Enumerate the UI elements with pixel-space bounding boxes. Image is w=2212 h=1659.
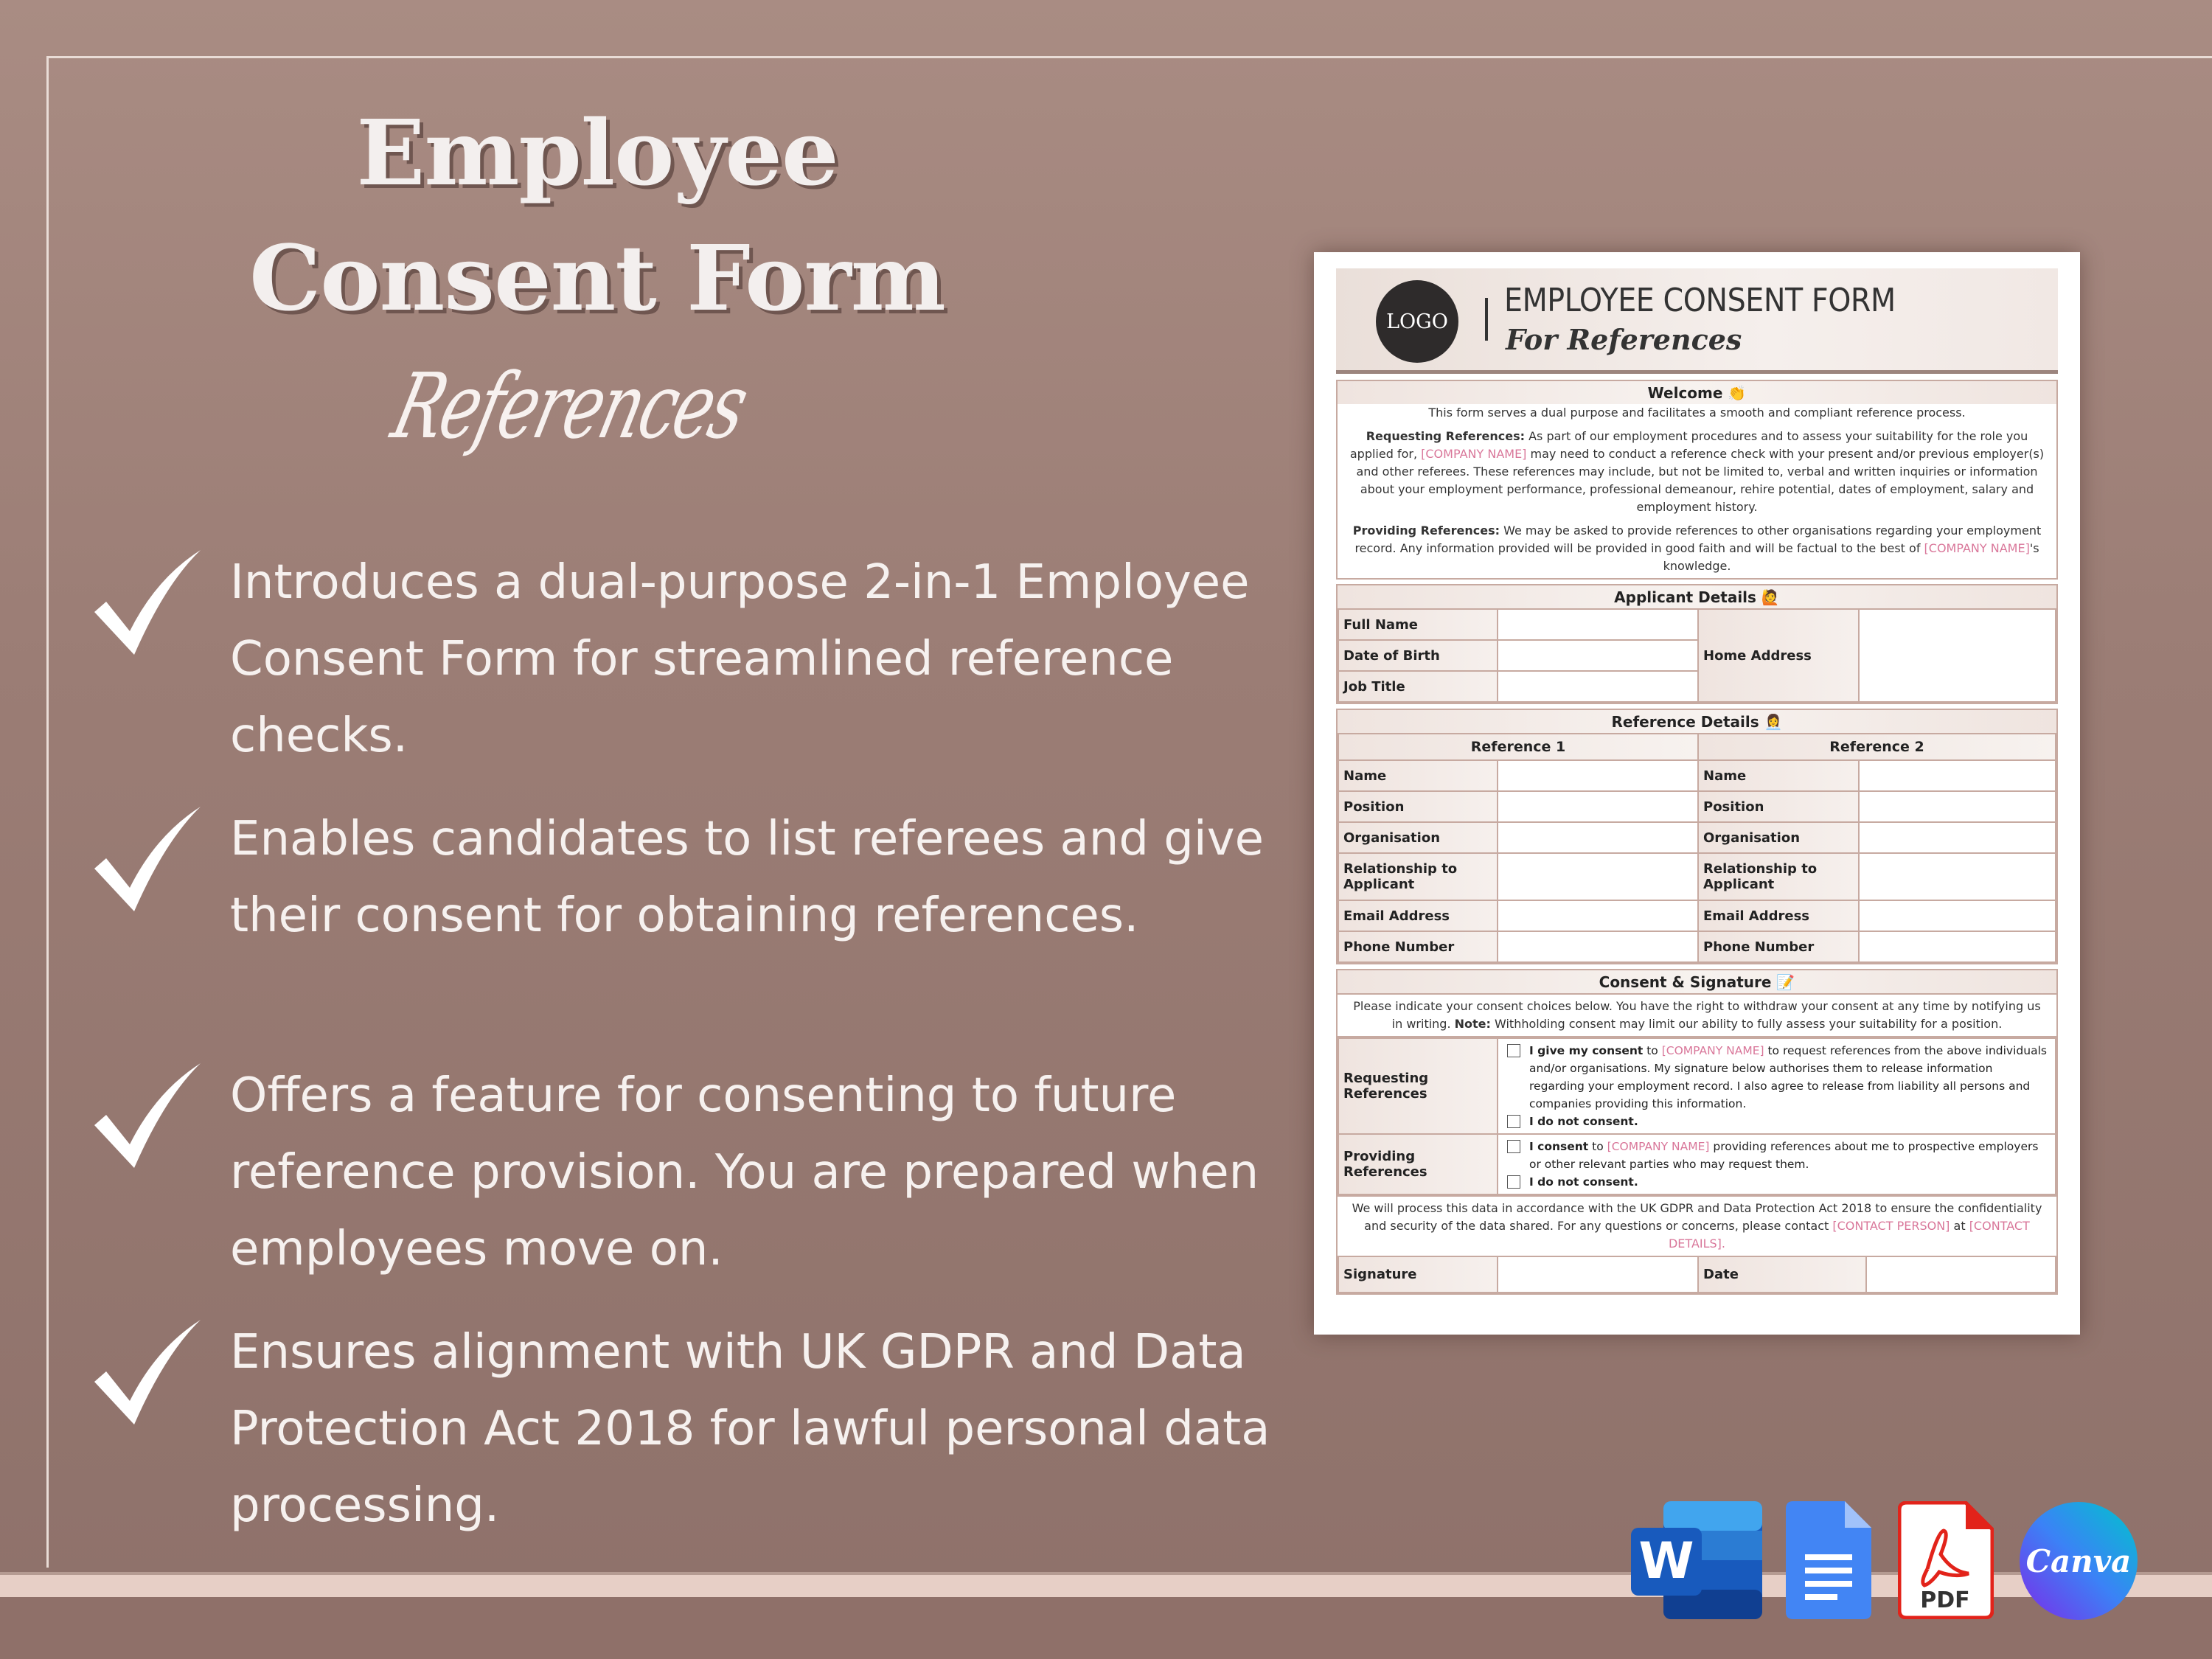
requesting-references-label: Requesting References [1338, 1038, 1498, 1134]
ref1-email-field[interactable] [1498, 900, 1698, 931]
canva-icon [2019, 1501, 2138, 1621]
ref1-relationship-label: Relationship to Applicant [1338, 853, 1498, 900]
hero-subtitle: References [383, 354, 757, 459]
requesting-text-2: may need to conduct a reference check with your present and/or previous employer(s) and other referees. These references may include, but not be limited to, verbal and written inquiries or information about your employment performance, professional demeanour, rehire potential, dates of employment, salary and employment history. [1356, 447, 2045, 514]
document-header [1336, 268, 2058, 374]
consent-intro-text: Please indicate your consent choices below. You have the right to withdraw your consent at any time by notifying us in writing. [1353, 999, 2041, 1031]
requesting-consent-rest: to request references from the above individuals and/or organisations. My signature below authorises them to release information regarding your employment record. I also agree to release from liability all persons and companies providing this information. [1529, 1044, 2047, 1110]
full-name-label: Full Name [1338, 609, 1498, 640]
requesting-text-1: As part of our employment procedures and to assess your suitability for the role you applied for, [1349, 429, 2028, 461]
word-icon [1631, 1501, 1762, 1619]
job-title-label: Job Title [1338, 671, 1498, 702]
welcome-heading: Welcome 👏 [1338, 381, 2056, 404]
ref2-relationship-field[interactable] [1859, 853, 2056, 900]
ref1-position-field[interactable] [1498, 791, 1698, 822]
ref1-email-label: Email Address [1338, 900, 1498, 931]
checkmark-icon [88, 1314, 206, 1432]
requesting-consent-text [1529, 1042, 2051, 1113]
pdf-icon [1898, 1501, 1994, 1619]
checkmark-icon [88, 544, 206, 662]
providing-consent-option [1503, 1138, 2051, 1173]
ref1-phone-label: Phone Number [1338, 931, 1498, 962]
canva-label: Canva [2025, 1543, 2132, 1579]
ref2-position-field[interactable] [1859, 791, 2056, 822]
consent-heading: Consent & Signature 📝 [1338, 970, 2056, 995]
to-word: to [1646, 1044, 1658, 1057]
gdpr-statement [1338, 1195, 2056, 1257]
consent-section [1336, 969, 2058, 1295]
consent-checkbox[interactable] [1507, 1140, 1520, 1153]
feature-text: Ensures alignment with UK GDPR and Data Protection Act 2018 for lawful personal data processing. [230, 1325, 1270, 1533]
ref2-email-field[interactable] [1859, 900, 2056, 931]
document-page [1336, 268, 2058, 1295]
footer-band [0, 1572, 2212, 1600]
home-address-field[interactable] [1859, 609, 2056, 702]
full-name-field[interactable] [1498, 609, 1698, 640]
date-field[interactable] [1866, 1257, 2056, 1293]
contact-details-placeholder: [CONTACT DETAILS]. [1668, 1219, 2030, 1251]
job-title-field[interactable] [1498, 671, 1698, 702]
providing-options [1498, 1134, 2056, 1194]
google-docs-icon [1786, 1501, 1871, 1619]
at-word: at [1953, 1219, 1966, 1233]
gdpr-text: We will process this data in accordance with the UK GDPR and Data Protection Act 2018 to ensure the confidentiality and security of the data shared. For any questions or concerns, please contact [1352, 1201, 2042, 1233]
footer-bottom [0, 1597, 2212, 1659]
providing-text-1: We may be asked to provide references to other organisations regarding your employment record. Any information provided will be provided in good faith and will be factual to the best of [1354, 524, 2042, 555]
company-placeholder: [COMPANY NAME] [1607, 1140, 1710, 1153]
ref2-phone-label: Phone Number [1698, 931, 1859, 962]
logo-placeholder: LOGO [1376, 280, 1458, 363]
document-preview [1314, 252, 2080, 1335]
ref1-organisation-label: Organisation [1338, 822, 1498, 853]
give-consent-bold: I give my consent [1529, 1044, 1644, 1057]
providing-no-consent-option [1503, 1173, 2051, 1191]
consent-intro [1338, 995, 2056, 1037]
ref2-phone-field[interactable] [1859, 931, 2056, 962]
ref2-position-label: Position [1698, 791, 1859, 822]
reference-1-heading: Reference 1 [1338, 734, 1698, 760]
requesting-no-consent-option [1503, 1113, 2051, 1130]
reference-heading: Reference Details 👩‍💼 [1338, 710, 2056, 733]
hero-title-line2: Consent Form [249, 225, 945, 331]
company-placeholder: [COMPANY NAME] [1661, 1044, 1764, 1057]
providing-consent-rest: providing references about me to prospective employers or other relevant parties who may request them. [1529, 1140, 2039, 1171]
no-consent-checkbox[interactable] [1507, 1175, 1520, 1189]
ref2-organisation-label: Organisation [1698, 822, 1859, 853]
no-consent-text: I do not consent. [1529, 1175, 1638, 1189]
ref1-phone-field[interactable] [1498, 931, 1698, 962]
requesting-paragraph [1338, 428, 2056, 516]
consent-note-text: Withholding consent may limit our ability to fully assess your suitability for a position. [1495, 1017, 2003, 1031]
providing-label: Providing References: [1352, 524, 1500, 538]
word-letter: W [1638, 1532, 1694, 1590]
feature-text: Enables candidates to list referees and give their consent for obtaining references. [230, 812, 1264, 943]
note-label: Note: [1454, 1017, 1491, 1031]
applicant-section [1336, 584, 2058, 704]
ref2-name-label: Name [1698, 760, 1859, 791]
checkmark-icon [88, 801, 206, 919]
providing-references-label: Providing References [1338, 1134, 1498, 1194]
dob-label: Date of Birth [1338, 640, 1498, 671]
signature-field[interactable] [1498, 1257, 1698, 1293]
signature-table [1338, 1257, 2056, 1293]
providing-paragraph [1338, 522, 2056, 575]
no-consent-text: I do not consent. [1529, 1115, 1638, 1128]
company-placeholder: [COMPANY NAME] [1421, 447, 1527, 461]
providing-text-2: 's knowledge. [1663, 541, 2039, 573]
applicant-heading: Applicant Details 🙋 [1338, 585, 2056, 608]
ref2-organisation-field[interactable] [1859, 822, 2056, 853]
pdf-label: PDF [1920, 1587, 1970, 1613]
requesting-label: Requesting References: [1366, 429, 1525, 443]
ref1-organisation-field[interactable] [1498, 822, 1698, 853]
consent-bold: I consent [1529, 1140, 1589, 1153]
welcome-section [1336, 380, 2058, 580]
home-address-label: Home Address [1698, 609, 1859, 702]
requesting-options [1498, 1038, 2056, 1134]
date-label: Date [1698, 1257, 1866, 1293]
reference-2-heading: Reference 2 [1698, 734, 2056, 760]
to-word: to [1592, 1140, 1604, 1153]
ref1-position-label: Position [1338, 791, 1498, 822]
reference-table [1338, 733, 2056, 963]
dob-field[interactable] [1498, 640, 1698, 671]
checkmark-icon [88, 1057, 206, 1175]
signature-label: Signature [1338, 1257, 1498, 1293]
requesting-consent-option [1503, 1042, 2051, 1113]
header-divider [1485, 298, 1488, 341]
ref2-name-field[interactable] [1859, 760, 2056, 791]
feature-text: Offers a feature for consenting to future reference provision. You are prepared when employees move on. [230, 1068, 1259, 1276]
reference-section [1336, 709, 2058, 964]
company-placeholder: [COMPANY NAME] [1924, 541, 2030, 555]
consent-checkbox[interactable] [1507, 1044, 1520, 1057]
applicant-table [1338, 608, 2056, 703]
consent-table [1338, 1037, 2056, 1195]
document-title: EMPLOYEE CONSENT FORM [1504, 282, 1896, 319]
frame-top-line [46, 56, 2212, 58]
welcome-intro: This form serves a dual purpose and facilitates a smooth and compliant reference process. [1428, 406, 1966, 420]
feature-text: Introduces a dual-purpose 2-in-1 Employee Consent Form for streamlined reference checks. [230, 555, 1250, 763]
document-subtitle: For References [1506, 323, 1742, 356]
no-consent-checkbox[interactable] [1507, 1115, 1520, 1128]
ref1-name-field[interactable] [1498, 760, 1698, 791]
providing-consent-text [1529, 1138, 2051, 1173]
ref1-name-label: Name [1338, 760, 1498, 791]
contact-person-placeholder: [CONTACT PERSON] [1832, 1219, 1950, 1233]
ref2-relationship-label: Relationship to Applicant [1698, 853, 1859, 900]
ref2-email-label: Email Address [1698, 900, 1859, 931]
ref1-relationship-field[interactable] [1498, 853, 1698, 900]
hero-title-line1: Employee [356, 100, 838, 206]
